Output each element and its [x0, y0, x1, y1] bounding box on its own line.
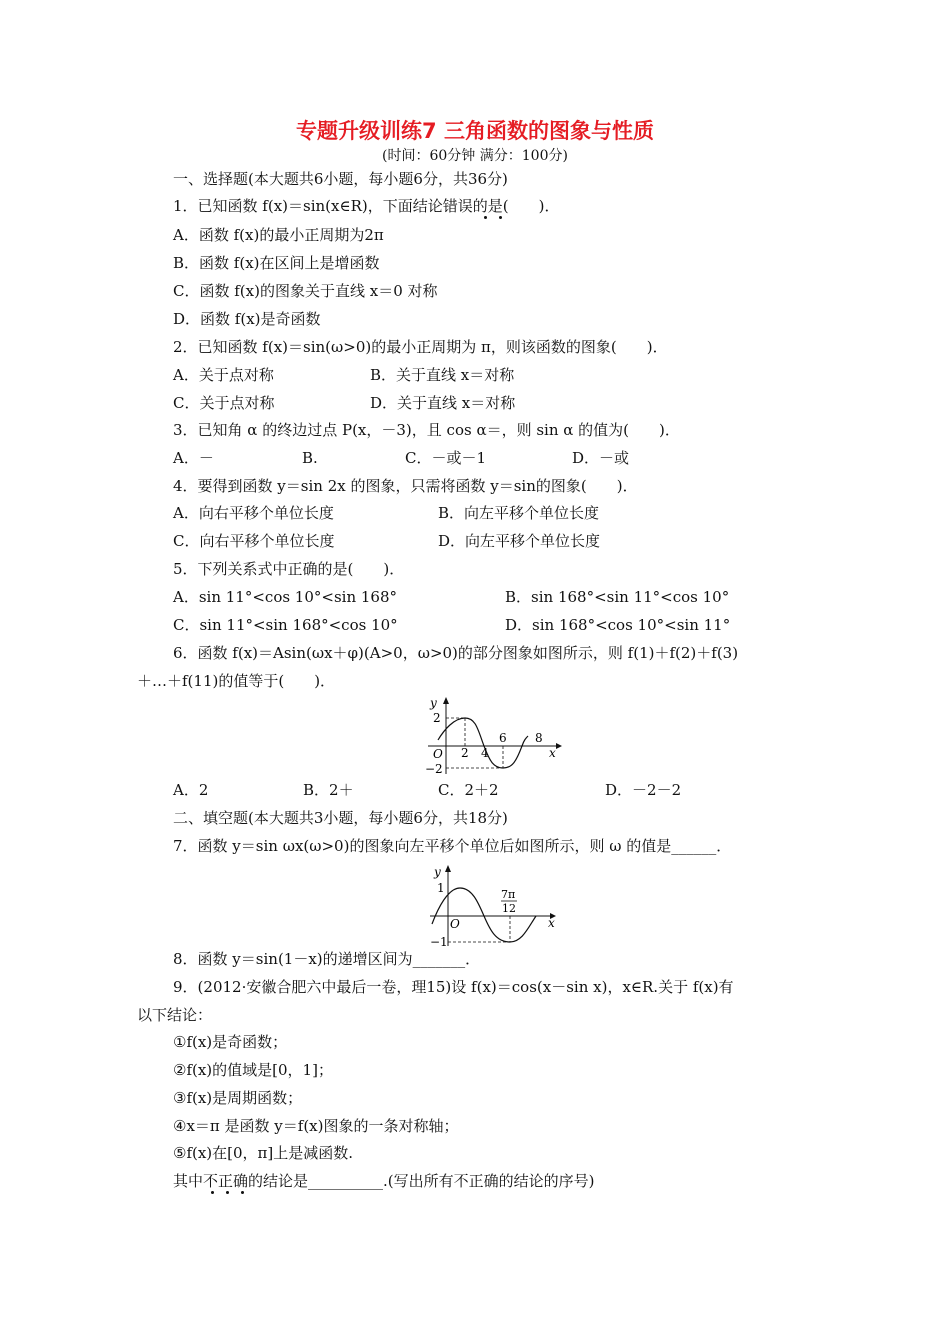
q9-stem-line1: 9．(2012·安徽合肥六中最后一卷，理15)设 f(x)＝cos(x－sin x)，x∈R.关于 f(x)有 — [173, 978, 734, 996]
q3-option-c: C．－或－1 — [405, 449, 487, 467]
page-title: 专题升级训练7 三角函数的图象与性质 — [296, 119, 654, 143]
x-axis-label: x — [548, 916, 555, 930]
q9-stem-line2: 以下结论： — [137, 1006, 213, 1024]
q2-option-b: B．关于直线 x＝对称 — [370, 366, 515, 384]
q9-item: ③f(x)是周期函数； — [173, 1089, 303, 1107]
y-tick-max: 2 — [433, 711, 441, 725]
q8-stem: 8．函数 y＝sin(1－x)的递增区间为_______． — [173, 950, 481, 968]
q9-item: ②f(x)的值域是[0，1]； — [173, 1061, 333, 1079]
q9-tail: 其中不正确的结论是__________.(写出所有不正确的结论的序号) — [173, 1172, 595, 1190]
q9-item: ④x＝π 是函数 y＝f(x)图象的一条对称轴； — [173, 1117, 459, 1135]
x-tick-4: 4 — [481, 746, 489, 760]
q6-option-b: B．2＋ — [303, 781, 354, 799]
q7-stem: 7．函数 y＝sin ωx(ω>0)的图象向左平移个单位后如图所示，则 ω 的值是______． — [173, 837, 732, 855]
section-choice-heading: 一、选择题(本大题共6小题，每小题6分，共36分) — [173, 170, 508, 188]
x-tick-denominator: 12 — [502, 902, 516, 915]
emphasis-dot — [499, 216, 502, 219]
q3-option-d: D．－或 — [572, 449, 630, 467]
x-axis-arrow — [556, 743, 562, 749]
q6-stem-line1: 6．函数 f(x)＝Asin(ωx＋φ)(A>0，ω>0)的部分图象如图所示，则 f(1)＋f(2)＋f(3) — [173, 644, 739, 662]
page-subtitle: (时间：60分钟 满分：100分) — [382, 148, 568, 164]
q4-stem: 4．要得到函数 y＝sin 2x 的图象，只需将函数 y＝sin的图象( )． — [173, 477, 638, 495]
q3-option-b: B. — [302, 449, 318, 467]
q4-option-d: D．向左平移个单位长度 — [438, 532, 601, 550]
q3-option-a: A．－ — [173, 449, 214, 467]
q1-option-d: D．函数 f(x)是奇函数 — [173, 310, 321, 328]
q1-option-b: B．函数 f(x)在区间上是增函数 — [173, 254, 380, 272]
y-tick-min: −1 — [430, 935, 448, 948]
emphasis-dot — [484, 216, 487, 219]
q2-option-a: A．关于点对称 — [173, 366, 274, 384]
x-tick-numerator: 7π — [501, 888, 516, 901]
q5-stem: 5．下列关系式中正确的是( )． — [173, 560, 405, 578]
q1-option-c: C．函数 f(x)的图象关于直线 x＝0 对称 — [173, 282, 438, 300]
origin-label: O — [433, 747, 443, 761]
emphasis-dot — [226, 1191, 229, 1194]
q6-option-a: A．2 — [173, 781, 209, 799]
section-fill-heading: 二、填空题(本大题共3小题，每小题6分，共18分) — [173, 809, 508, 827]
q3-stem: 3．已知角 α 的终边过点 P(x，－3)，且 cos α＝，则 sin α 的值为( )． — [173, 421, 680, 439]
q4-option-c: C．向右平移个单位长度 — [173, 532, 335, 550]
q7-sine-graph — [424, 862, 559, 948]
q4-option-a: A．向右平移个单位长度 — [173, 504, 334, 522]
x-tick-6: 6 — [499, 731, 507, 745]
sine-curve — [438, 718, 528, 768]
q6-stem-line2: ＋…＋f(11)的值等于( )． — [137, 672, 336, 690]
q5-option-d: D．sin 168°<cos 10°<sin 11° — [505, 616, 731, 634]
q5-option-b: B．sin 168°<sin 11°<cos 10° — [505, 588, 730, 606]
q2-option-c: C．关于点对称 — [173, 394, 275, 412]
x-axis-label: x — [549, 746, 556, 760]
q5-option-c: C．sin 11°<sin 168°<cos 10° — [173, 616, 398, 634]
q2-option-d: D．关于直线 x＝对称 — [370, 394, 516, 412]
q9-item: ⑤f(x)在[0，π]上是减函数. — [173, 1144, 354, 1162]
origin-label: O — [450, 917, 460, 931]
y-axis-arrow — [443, 697, 449, 704]
q6-option-d: D．－2－2 — [605, 781, 682, 799]
q1-option-a: A．函数 f(x)的最小正周期为2π — [173, 226, 384, 244]
emphasis-dot — [241, 1191, 244, 1194]
x-tick-8: 8 — [535, 731, 543, 745]
q4-option-b: B．向左平移个单位长度 — [438, 504, 600, 522]
y-tick-min: −2 — [425, 762, 443, 776]
y-tick-max: 1 — [437, 881, 445, 895]
y-axis-label: y — [430, 696, 437, 710]
q5-option-a: A．sin 11°<cos 10°<sin 168° — [173, 588, 398, 606]
q2-stem: 2．已知函数 f(x)＝sin(ω>0)的最小正周期为 π，则该函数的图象( )． — [173, 338, 668, 356]
y-axis-arrow — [445, 865, 451, 872]
q6-sine-graph — [418, 694, 563, 776]
q1-stem: 1．已知函数 f(x)＝sin(x∈R)，下面结论错误的是( )． — [173, 197, 560, 215]
q6-option-c: C．2＋2 — [438, 781, 499, 799]
y-axis-label: y — [434, 865, 441, 879]
x-tick-2: 2 — [461, 746, 469, 760]
q9-item: ①f(x)是奇函数； — [173, 1033, 288, 1051]
emphasis-dot — [211, 1191, 214, 1194]
